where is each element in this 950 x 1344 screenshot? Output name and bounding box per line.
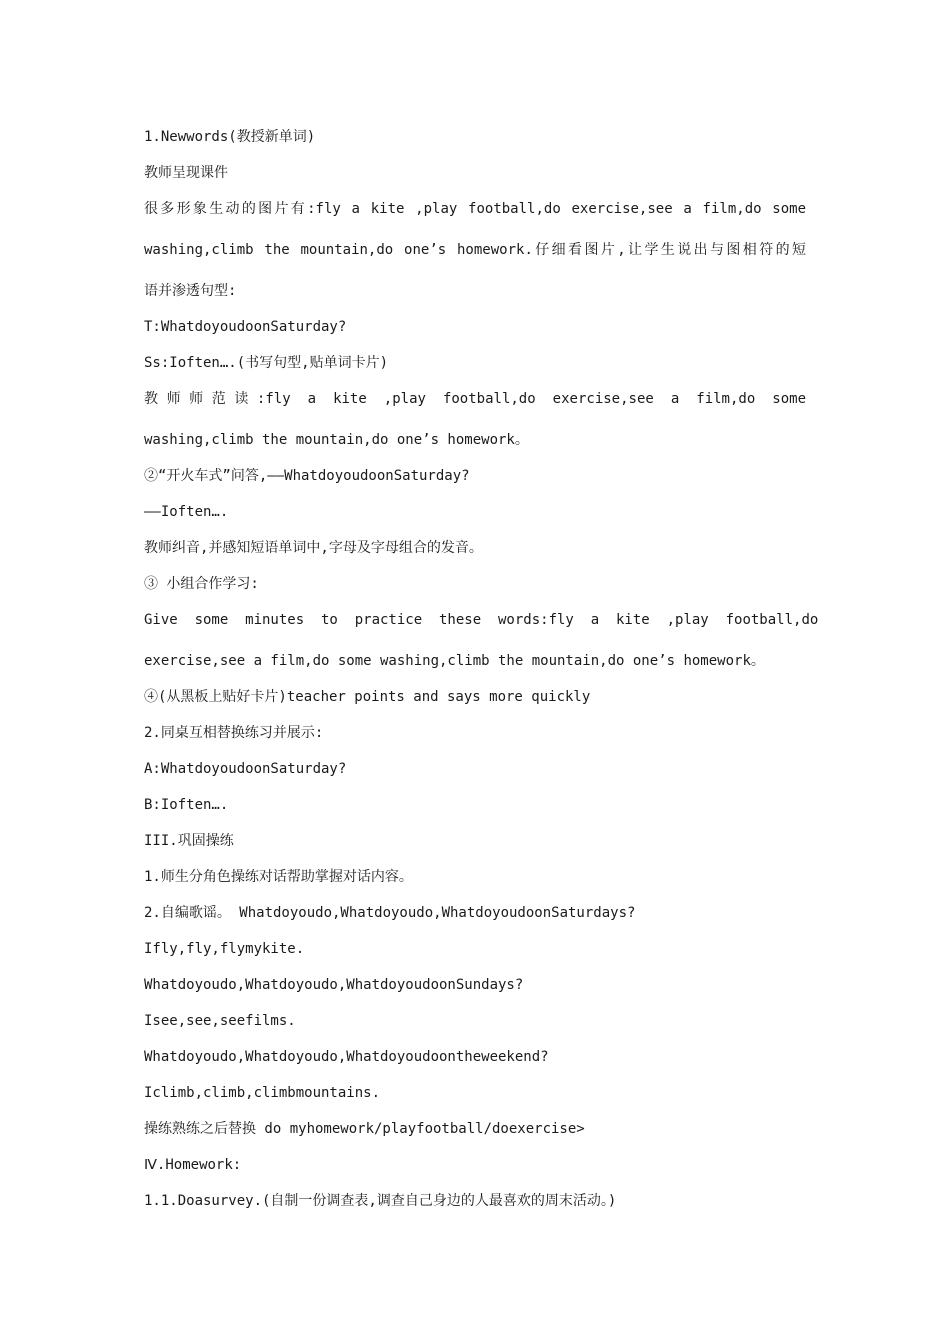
chant-line: Ifly,fly,flymykite.: [144, 941, 305, 957]
chant-line: Whatdoyoudo,Whatdoyoudo,Whatdoyoudoontheweekend?: [144, 1049, 549, 1065]
text-line: ④(从黑板上贴好卡片)teacher points and says more quickly: [144, 689, 591, 705]
text-line: ——Ioften….: [144, 504, 229, 520]
text-line: 2.自编歌谣。 Whatdoyoudo,Whatdoyoudo,WhatdoyoudoonSaturdays?: [144, 905, 636, 921]
text-line: exercise,see a film,do some washing,climb the mountain,do one’s homework。: [144, 653, 765, 669]
text-line: Give some minutes to practice these words:fly a kite ,play football,do: [144, 612, 819, 628]
text-line: 教 师 师 范 读 :fly a kite ,play football,do exercise,see a film,do some: [144, 391, 806, 407]
text-line: ②“开火车式”问答,——WhatdoyoudoonSaturday?: [144, 468, 470, 484]
chant-line: Iclimb,climb,climbmountains.: [144, 1085, 381, 1101]
text-line: 操练熟练之后替换 do myhomework/playfootball/doexercise>: [144, 1121, 585, 1137]
chant-line: Isee,see,seefilms.: [144, 1013, 296, 1029]
text-line: 1.1.Doasurvey.(自制一份调查表,调查自己身边的人最喜欢的周末活动。): [144, 1193, 617, 1209]
chant-line: Whatdoyoudo,Whatdoyoudo,WhatdoyoudoonSundays?: [144, 977, 524, 993]
text-line: 1.师生分角色操练对话帮助掌握对话内容。: [144, 869, 413, 885]
text-line: A:WhatdoyoudoonSaturday?: [144, 761, 347, 777]
text-line: 很多形象生动的图片有:fly a kite ,play football,do exercise,see a film,do some: [144, 201, 806, 217]
text-line: B:Ioften….: [144, 797, 229, 813]
text-line: 教师呈现课件: [144, 165, 228, 181]
text-line: ③ 小组合作学习:: [144, 576, 259, 592]
heading-pair-practice: 2.同桌互相替换练习并展示:: [144, 725, 324, 741]
text-line: 语并渗透句型:: [144, 283, 237, 299]
text-line: T:WhatdoyoudoonSaturday?: [144, 319, 347, 335]
heading-consolidation: III.巩固操练: [144, 833, 234, 849]
text-line: washing,climb the mountain,do one’s homework.仔细看图片,让学生说出与图相符的短: [144, 242, 806, 258]
text-line: washing,climb the mountain,do one’s homework。: [144, 432, 529, 448]
heading-homework: Ⅳ.Homework:: [144, 1157, 242, 1173]
heading-new-words: 1.Newwords(教授新单词): [144, 129, 316, 145]
text-line: 教师纠音,并感知短语单词中,字母及字母组合的发音。: [144, 540, 483, 556]
text-line: Ss:Ioften….(书写句型,贴单词卡片): [144, 355, 389, 371]
